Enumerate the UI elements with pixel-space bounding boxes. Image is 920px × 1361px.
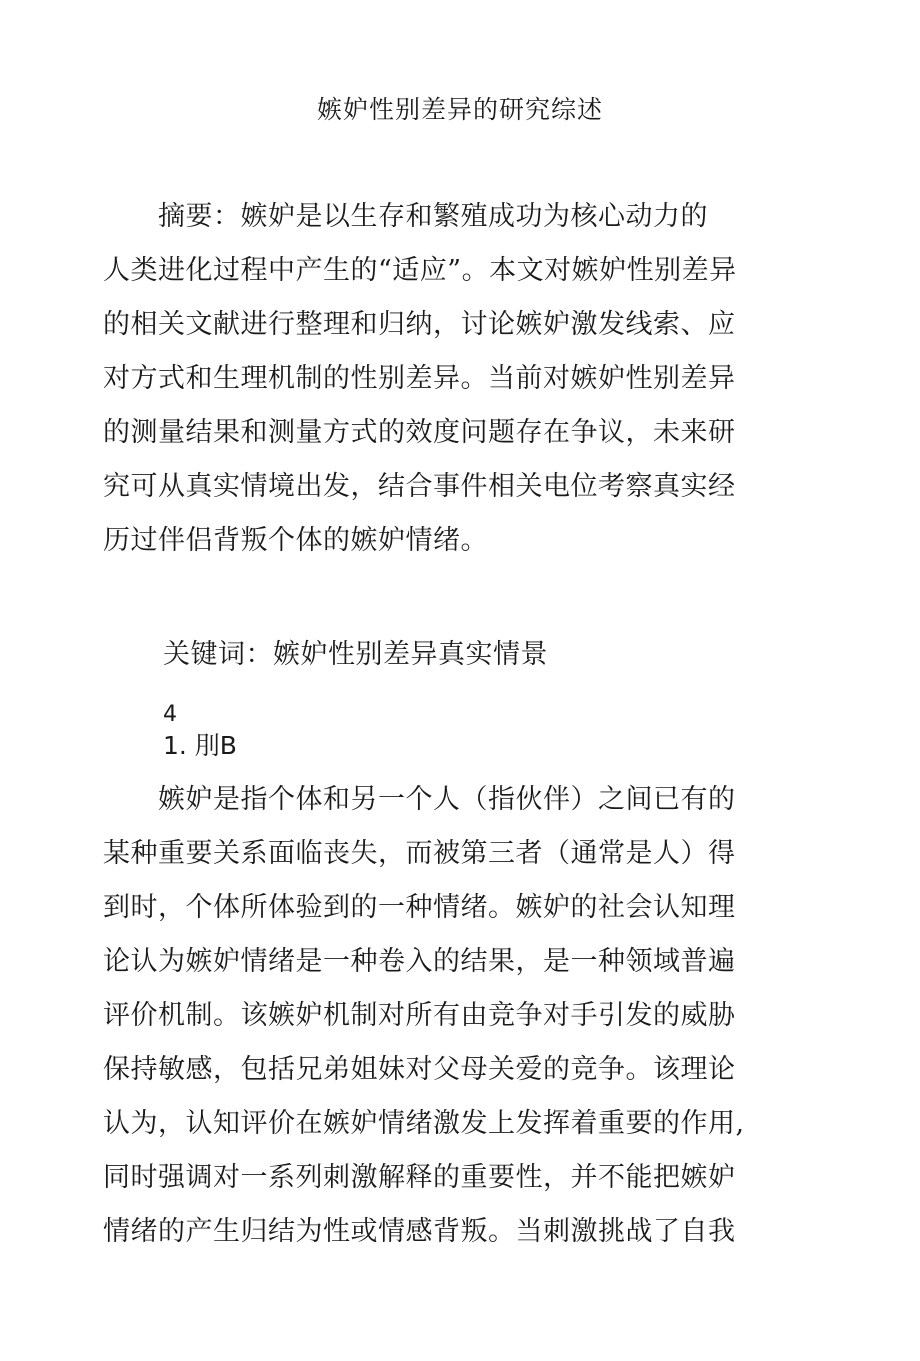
abstract-line: 的相关文献进行整理和归纳，讨论嫉妒激发线索、应 <box>103 309 736 340</box>
body-paragraph <box>103 773 803 1259</box>
section-heading: 1. 刖B <box>163 731 237 760</box>
abstract-line: 历过伴侣背叛个体的嫉妒情绪。 <box>103 525 488 556</box>
body-line: 论认为嫉妒情绪是一种卷入的结果，是一种领域普遍 <box>103 946 736 977</box>
page-number: 4 <box>163 702 177 727</box>
document-title: 嫉妒性别差异的研究综述 <box>316 95 603 124</box>
body-line: 保持敏感，包括兄弟姐妹对父母关爱的竞争。该理论 <box>103 1054 736 1085</box>
body-line: 情绪的产生归结为性或情感背叛。当刺激挑战了自我 <box>103 1216 736 1247</box>
abstract-line: 人类进化过程中产生的“适应”。本文对嫉妒性别差异 <box>103 255 737 286</box>
body-line: 某种重要关系面临丧失，而被第三者（通常是人）得 <box>103 838 736 869</box>
body-line: 认为，认知评价在嫉妒情绪激发上发挥着重要的作用, <box>103 1108 745 1139</box>
keywords-line: 关键词：嫉妒性别差异真实情景 <box>163 639 548 670</box>
abstract-line: 究可从真实情境出发，结合事件相关电位考察真实经 <box>103 471 736 502</box>
abstract-line: 对方式和生理机制的性别差异。当前对嫉妒性别差异 <box>103 363 736 394</box>
abstract-line: 的测量结果和测量方式的效度问题存在争议，未来研 <box>103 417 736 448</box>
body-line: 到时，个体所体验到的一种情绪。嫉妒的社会认知理 <box>103 892 736 923</box>
body-line: 评价机制。该嫉妒机制对所有由竞争对手引发的威胁 <box>103 1000 736 1031</box>
abstract-paragraph <box>103 190 803 568</box>
body-line: 同时强调对一系列刺激解释的重要性，并不能把嫉妒 <box>103 1162 736 1193</box>
abstract-line: 摘要：嫉妒是以生存和繁殖成功为核心动力的 <box>103 201 708 232</box>
body-line: 嫉妒是指个体和另一个人（指伙伴）之间已有的 <box>103 784 736 815</box>
